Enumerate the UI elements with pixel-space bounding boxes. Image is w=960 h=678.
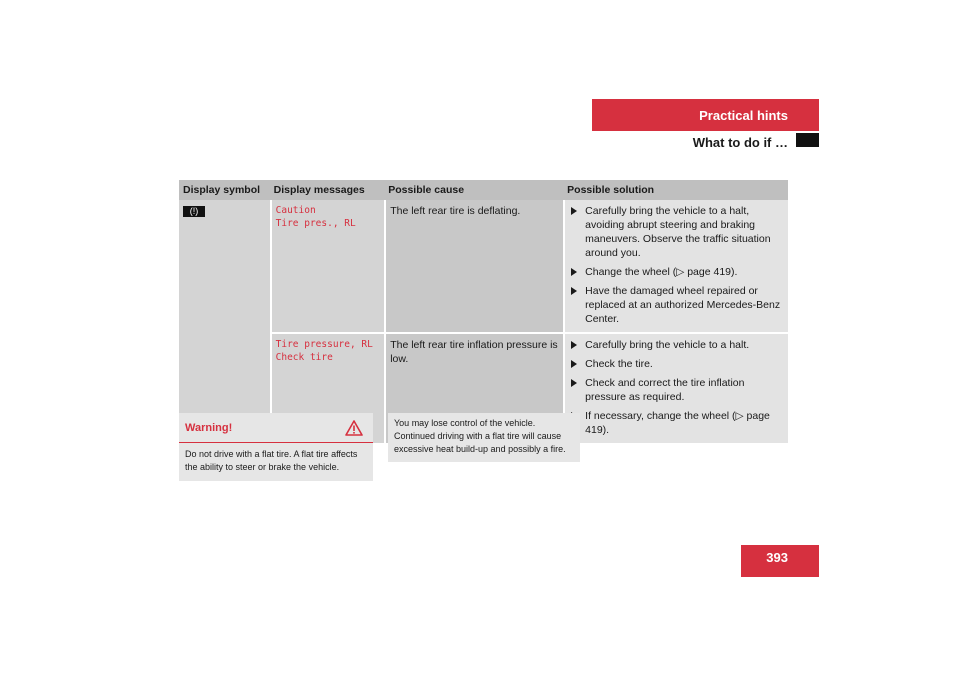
subsection-title: What to do if …	[692, 135, 788, 150]
table-header-row	[179, 180, 788, 200]
warning-header	[179, 413, 373, 443]
page-number-badge	[741, 545, 819, 577]
symbol-cell	[179, 200, 270, 443]
solution-text: Check the tire.	[585, 358, 653, 370]
message-line: Caution	[275, 205, 316, 216]
solution-text: If necessary, change the wheel (▷ page 419).	[585, 410, 770, 436]
col-possible-cause: Possible cause	[384, 180, 563, 200]
col-display-messages: Display messages	[270, 180, 385, 200]
warning-continuation: You may lose control of the vehicle. Continued driving with a flat tire will cause excessive heat build-up and possibly a fire.	[388, 413, 580, 462]
tire-pressure-warning-icon: (!)	[183, 206, 205, 217]
bullet-arrow-icon	[571, 268, 577, 276]
solution-text: Carefully bring the vehicle to a halt, avoiding abrupt steering and braking maneuvers. Observe the traffic situation around you.	[585, 205, 771, 259]
solution-item	[569, 357, 784, 371]
solution-text: Change the wheel (▷ page 419).	[585, 266, 738, 278]
solution-text: Carefully bring the vehicle to a halt.	[585, 339, 750, 351]
bullet-arrow-icon	[571, 287, 577, 295]
cause-cell: The left rear tire inflation pressure is low.	[384, 332, 563, 443]
col-possible-solution: Possible solution	[563, 180, 788, 200]
header-marker	[796, 133, 819, 147]
solution-item	[569, 284, 784, 326]
solution-item	[569, 376, 784, 404]
bullet-arrow-icon	[571, 207, 577, 215]
page-number: 393	[766, 550, 788, 565]
display-messages-table	[179, 180, 788, 443]
solution-cell	[563, 200, 788, 332]
solution-item	[569, 338, 784, 352]
message-line: Tire pressure, RL	[275, 339, 373, 350]
bullet-arrow-icon	[571, 341, 577, 349]
warning-box	[179, 413, 373, 481]
solution-item	[569, 204, 784, 260]
message-line: Check tire	[275, 352, 333, 363]
warning-title: Warning!	[185, 421, 233, 434]
cause-cell: The left rear tire is deflating.	[384, 200, 563, 332]
table-row	[179, 200, 788, 332]
col-display-symbol: Display symbol	[179, 180, 270, 200]
message-line: Tire pres., RL	[275, 218, 356, 229]
warning-triangle-icon	[345, 420, 363, 436]
bullet-arrow-icon	[571, 379, 577, 387]
message-cell	[270, 200, 385, 332]
solution-text: Have the damaged wheel repaired or replaced at an authorized Mercedes-Benz Center.	[585, 285, 781, 325]
solution-item	[569, 409, 784, 437]
section-header	[592, 99, 819, 131]
warning-text: Do not drive with a flat tire. A flat tire affects the ability to steer or brake the vehicle.	[185, 449, 358, 472]
solution-text: Check and correct the tire inflation pressure as required.	[585, 377, 745, 403]
bullet-arrow-icon	[571, 360, 577, 368]
section-title: Practical hints	[699, 107, 788, 123]
solution-cell	[563, 332, 788, 443]
solution-item	[569, 265, 784, 279]
